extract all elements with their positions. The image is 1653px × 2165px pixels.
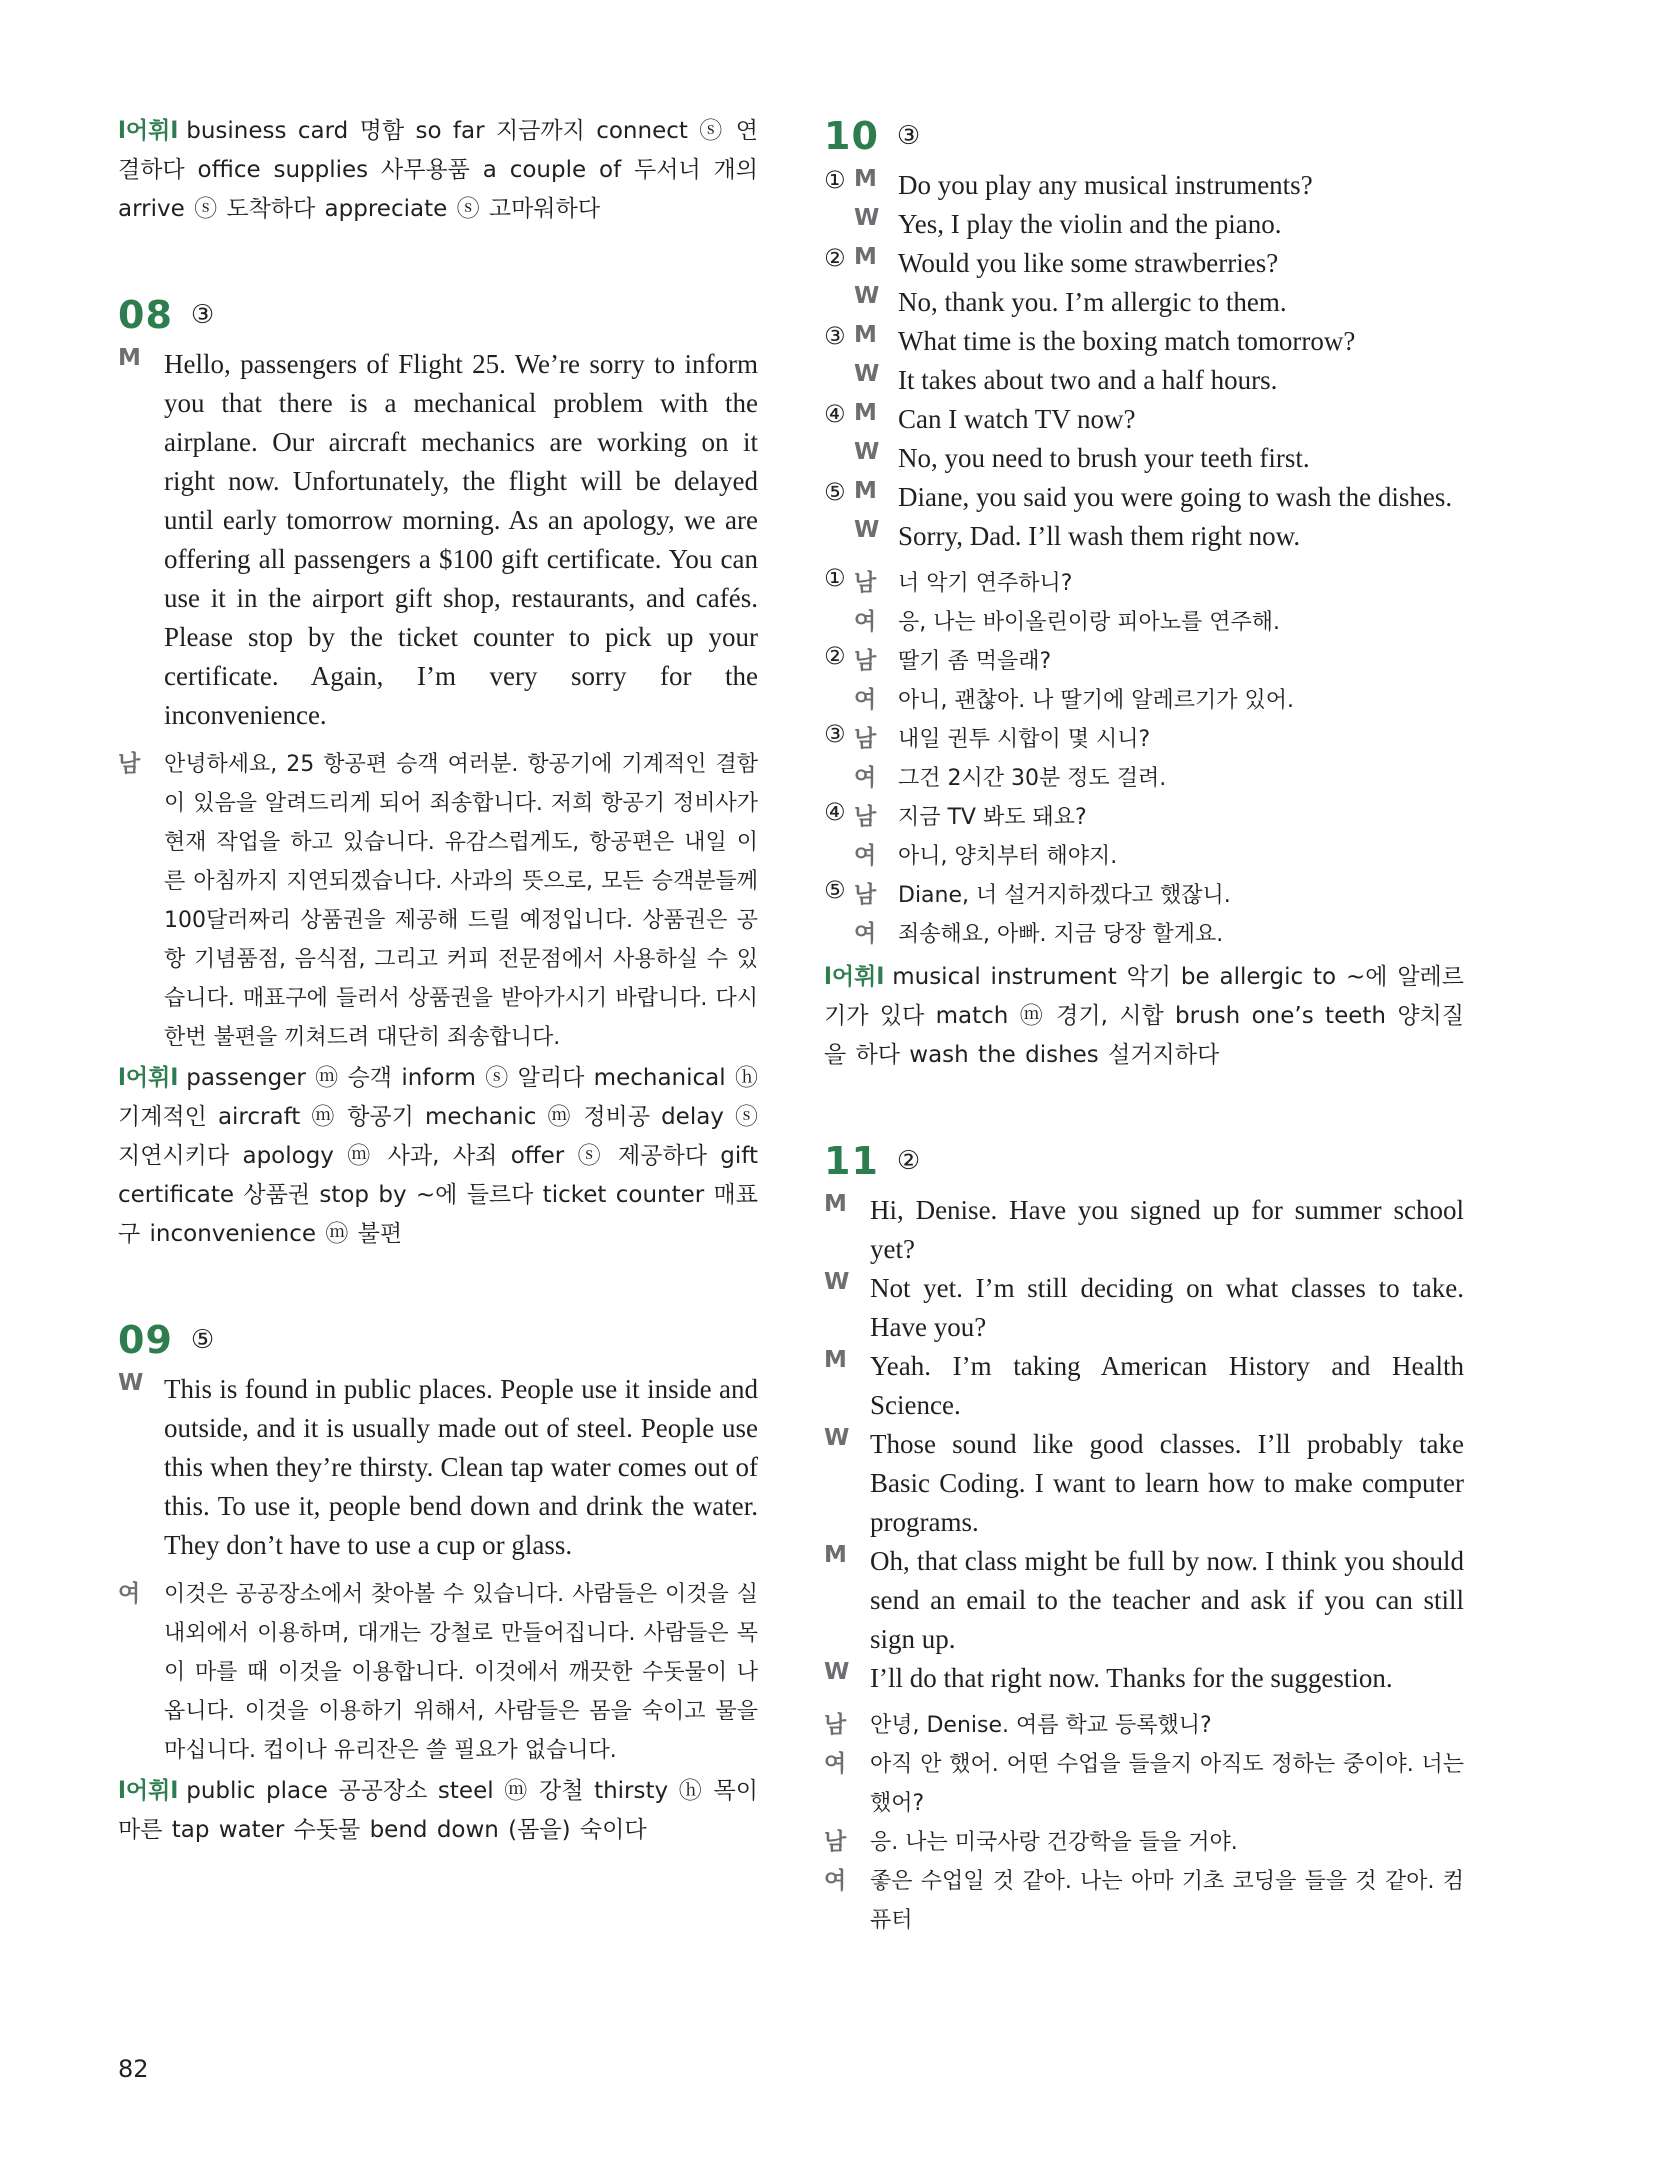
dialogue-line bbox=[824, 642, 1464, 681]
script-english bbox=[118, 345, 758, 735]
speaker-label: 여 bbox=[118, 1581, 141, 1607]
line-text: 안녕, Denise. 여름 학교 등록했니? bbox=[870, 1713, 1212, 1738]
speaker-label: M bbox=[854, 322, 877, 348]
dialogue-line bbox=[824, 681, 1464, 720]
dialogue-line bbox=[824, 1659, 1464, 1698]
speaker-label: M bbox=[854, 478, 877, 504]
speaker-label: W bbox=[824, 1269, 850, 1295]
speaker-label: 남 bbox=[854, 804, 877, 830]
dialogue-line bbox=[824, 1425, 1464, 1542]
speaker-label: W bbox=[854, 517, 880, 543]
dialogue-line bbox=[824, 400, 1464, 439]
dialogue-line bbox=[824, 478, 1464, 517]
question-08 bbox=[118, 293, 758, 1254]
line-text: Do you play any musical instruments? bbox=[898, 170, 1313, 200]
speaker-label: M bbox=[824, 1347, 847, 1373]
line-text: 아니, 양치부터 해야지. bbox=[898, 844, 1118, 869]
dialogue-line bbox=[824, 361, 1464, 400]
dialogue-line bbox=[824, 517, 1464, 556]
line-text: No, you need to brush your teeth first. bbox=[898, 443, 1310, 473]
question-number: 08 bbox=[118, 293, 173, 337]
speaker-label: M bbox=[854, 166, 877, 192]
script-text: This is found in public places. People use it inside and outside, and it is usually made out of steel. People use this when they’re thirsty. Clean tap water comes out of this. To use it, people bend down and drink the water. They don’t have to use a cup or glass. bbox=[164, 1374, 758, 1560]
dialogue-line bbox=[824, 1745, 1464, 1823]
dialogue-line bbox=[824, 1269, 1464, 1347]
dialogue-line bbox=[824, 837, 1464, 876]
speaker-label: 남 bbox=[854, 648, 877, 674]
dialogue-line bbox=[824, 798, 1464, 837]
dialogue-line bbox=[824, 1706, 1464, 1745]
speaker-label: 남 bbox=[824, 1829, 847, 1855]
line-text: 응, 나는 바이올린이랑 피아노를 연주해. bbox=[898, 610, 1280, 635]
question-number: 09 bbox=[118, 1318, 173, 1362]
speaker-label: M bbox=[854, 400, 877, 426]
speaker-label: W bbox=[854, 205, 880, 231]
vocab-tag: l어휘l bbox=[118, 118, 179, 144]
vocab-tag: l어휘l bbox=[824, 964, 885, 990]
question-09 bbox=[118, 1318, 758, 1850]
line-text: Yeah. I’m taking American History and Health Science. bbox=[870, 1351, 1464, 1420]
line-text: No, thank you. I’m allergic to them. bbox=[898, 287, 1287, 317]
speaker-label: M bbox=[824, 1191, 847, 1217]
vocab-text: musical instrument 악기 be allergic to ~에 알레르기가 있다 match ⓜ 경기, 시합 brush one’s teeth 양치질을 하다 wash the dishes 설거지하다 bbox=[824, 964, 1464, 1068]
option-number bbox=[824, 603, 854, 642]
dialogue-line bbox=[824, 759, 1464, 798]
option-number: ④ bbox=[824, 400, 846, 428]
dialogue-line bbox=[824, 322, 1464, 361]
vocab-block-07 bbox=[118, 112, 758, 229]
speaker-label: 남 bbox=[854, 882, 877, 908]
speaker-label: 여 bbox=[854, 921, 877, 947]
line-text: I’ll do that right now. Thanks for the suggestion. bbox=[870, 1663, 1393, 1693]
question-header bbox=[118, 1318, 758, 1362]
line-text: 지금 TV 봐도 돼요? bbox=[898, 805, 1087, 830]
speaker-label: M bbox=[854, 244, 877, 270]
dialogue-line bbox=[824, 439, 1464, 478]
script-english bbox=[118, 1370, 758, 1565]
option-number: ② bbox=[824, 642, 846, 670]
dialogue-line bbox=[824, 564, 1464, 603]
question-header bbox=[118, 293, 758, 337]
line-text: 내일 권투 시합이 몇 시니? bbox=[898, 727, 1151, 752]
line-text: 아직 안 했어. 어떤 수업을 들을지 아직도 정하는 중이야. 너는 했어? bbox=[870, 1752, 1464, 1816]
option-number bbox=[824, 205, 854, 244]
script-text: Hello, passengers of Flight 25. We’re sorry to inform you that there is a mechanical problem with the airplane. Our aircraft mechanics are working on it right now. Unfortunately, the flight will be delayed until early tomorrow morning. As an apology, we are offering all passengers a $100 gift certificate. You can use it in the airport gift shop, restaurants, and cafés. Please stop by the ticket counter to pick up your certificate. Again, I’m very sorry for the inconvenience. bbox=[164, 349, 758, 730]
vocab-block-08 bbox=[118, 1059, 758, 1254]
vocab-tag: l어휘l bbox=[118, 1778, 179, 1804]
line-text: What time is the boxing match tomorrow? bbox=[898, 326, 1356, 356]
dialogue-korean bbox=[824, 564, 1464, 954]
line-text: Not yet. I’m still deciding on what classes to take. Have you? bbox=[870, 1273, 1464, 1342]
option-number: ② bbox=[824, 244, 846, 272]
vocab-tag: l어휘l bbox=[118, 1065, 179, 1091]
line-text: 좋은 수업일 것 같아. 나는 아마 기초 코딩을 들을 것 같아. 컴퓨터 bbox=[870, 1869, 1464, 1933]
option-number: ① bbox=[824, 564, 846, 592]
line-text: Those sound like good classes. I’ll probably take Basic Coding. I want to learn how to make computer programs. bbox=[870, 1429, 1464, 1537]
answer-mark: ③ bbox=[190, 300, 215, 330]
speaker-label: W bbox=[824, 1425, 850, 1451]
answer-mark: ③ bbox=[896, 121, 921, 151]
dialogue-line bbox=[824, 876, 1464, 915]
option-number bbox=[824, 517, 854, 556]
option-number bbox=[824, 759, 854, 798]
dialogue-line bbox=[824, 720, 1464, 759]
option-number bbox=[824, 837, 854, 876]
dialogue-line bbox=[824, 283, 1464, 322]
dialogue-english bbox=[824, 1191, 1464, 1698]
option-number bbox=[824, 915, 854, 954]
line-text: Diane, you said you were going to wash the dishes. bbox=[898, 482, 1453, 512]
line-text: Hi, Denise. Have you signed up for summer school yet? bbox=[870, 1195, 1464, 1264]
speaker-label: 남 bbox=[854, 726, 877, 752]
speaker-label: 여 bbox=[854, 687, 877, 713]
dialogue-line bbox=[824, 244, 1464, 283]
speaker-label: 여 bbox=[824, 1868, 847, 1894]
left-column bbox=[118, 112, 758, 1850]
dialogue-line bbox=[824, 1347, 1464, 1425]
line-text: Would you like some strawberries? bbox=[898, 248, 1279, 278]
script-korean bbox=[118, 1575, 758, 1770]
translation-text: 이것은 공공장소에서 찾아볼 수 있습니다. 사람들은 이것을 실내외에서 이용하며, 대개는 강철로 만들어집니다. 사람들은 목이 마를 때 이것을 이용합니다. 이것에서 깨끗한 수돗물이 나옵니다. 이것을 이용하기 위해서, 사람들은 몸을 숙이고 물을 마십니다. 컵이나 유리잔은 쓸 필요가 없습니다. bbox=[164, 1582, 758, 1763]
option-number: ③ bbox=[824, 720, 846, 748]
question-header bbox=[824, 1139, 1464, 1183]
question-header bbox=[824, 114, 1464, 158]
line-text: Yes, I play the violin and the piano. bbox=[898, 209, 1282, 239]
speaker-label: 여 bbox=[854, 765, 877, 791]
right-column bbox=[824, 114, 1464, 1940]
option-number: ① bbox=[824, 166, 846, 194]
line-text: 너 악기 연주하니? bbox=[898, 571, 1073, 596]
option-number: ④ bbox=[824, 798, 846, 826]
question-11 bbox=[824, 1139, 1464, 1940]
answer-mark: ⑤ bbox=[190, 1325, 215, 1355]
answer-mark: ② bbox=[896, 1146, 921, 1176]
option-number: ③ bbox=[824, 322, 846, 350]
speaker-label: M bbox=[824, 1542, 847, 1568]
line-text: Can I watch TV now? bbox=[898, 404, 1136, 434]
dialogue-line bbox=[824, 166, 1464, 205]
line-text: 그건 2시간 30분 정도 걸려. bbox=[898, 766, 1167, 791]
dialogue-line bbox=[824, 603, 1464, 642]
line-text: Sorry, Dad. I’ll wash them right now. bbox=[898, 521, 1301, 551]
line-text: It takes about two and a half hours. bbox=[898, 365, 1278, 395]
line-text: Diane, 너 설거지하겠다고 했잖니. bbox=[898, 883, 1231, 908]
page-number: 82 bbox=[118, 2055, 149, 2083]
vocab-text: passenger ⓜ 승객 inform ⓢ 알리다 mechanical ⓗ 기계적인 aircraft ⓜ 항공기 mechanic ⓜ 정비공 delay ⓢ 지연시키다 apology ⓜ 사과, 사죄 offer ⓢ 제공하다 gift certificate 상품권 stop by ~에 들르다 ticket counter 매표구 inconvenience ⓜ 불편 bbox=[118, 1065, 759, 1247]
script-korean bbox=[118, 745, 758, 1057]
speaker-label: 남 bbox=[824, 1712, 847, 1738]
vocab-text: business card 명함 so far 지금까지 connect ⓢ 연결하다 office supplies 사무용품 a couple of 두서너 개의 arrive ⓢ 도착하다 appreciate ⓢ 고마워하다 bbox=[118, 118, 758, 222]
translation-text: 안녕하세요, 25 항공편 승객 여러분. 항공기에 기계적인 결함이 있음을 알려드리게 되어 죄송합니다. 저희 항공기 정비사가 현재 작업을 하고 있습니다. 유감스럽게도, 항공편은 내일 이른 아침까지 지연되겠습니다. 사과의 뜻으로, 모든 승객분들께 100달러짜리 상품권을 제공해 드릴 예정입니다. 상품권은 공항 기념품점, 음식점, 그리고 커피 전문점에서 사용하실 수 있습니다. 매표구에 들러서 상품권을 받아가시기 바랍니다. 다시 한번 불편을 끼쳐드려 대단히 죄송합니다. bbox=[164, 752, 758, 1050]
option-number bbox=[824, 283, 854, 322]
speaker-label: W bbox=[854, 439, 880, 465]
question-number: 11 bbox=[824, 1139, 879, 1183]
dialogue-line bbox=[824, 1191, 1464, 1269]
vocab-block-09 bbox=[118, 1772, 758, 1850]
speaker-label: W bbox=[824, 1659, 850, 1685]
dialogue-line bbox=[824, 1542, 1464, 1659]
dialogue-line bbox=[824, 915, 1464, 954]
speaker-label: 여 bbox=[854, 609, 877, 635]
speaker-label: W bbox=[854, 361, 880, 387]
option-number bbox=[824, 439, 854, 478]
vocab-text: public place 공공장소 steel ⓜ 강철 thirsty ⓗ 목이 마른 tap water 수돗물 bend down (몸을) 숙이다 bbox=[118, 1778, 758, 1843]
option-number: ⑤ bbox=[824, 478, 846, 506]
line-text: 죄송해요, 아빠. 지금 당장 할게요. bbox=[898, 922, 1224, 947]
question-10 bbox=[824, 114, 1464, 1075]
speaker-label: M bbox=[118, 345, 141, 371]
speaker-label: W bbox=[854, 283, 880, 309]
dialogue-line bbox=[824, 1823, 1464, 1862]
line-text: 응. 나는 미국사랑 건강학을 들을 거야. bbox=[870, 1830, 1238, 1855]
speaker-label: 여 bbox=[824, 1751, 847, 1777]
line-text: Oh, that class might be full by now. I think you should send an email to the teacher and ask if you can still sign up. bbox=[870, 1546, 1464, 1654]
option-number bbox=[824, 361, 854, 400]
line-text: 아니, 괜찮아. 나 딸기에 알레르기가 있어. bbox=[898, 688, 1294, 713]
dialogue-line bbox=[824, 1862, 1464, 1940]
speaker-label: 여 bbox=[854, 843, 877, 869]
question-number: 10 bbox=[824, 114, 879, 158]
option-number: ⑤ bbox=[824, 876, 846, 904]
dialogue-line bbox=[824, 205, 1464, 244]
dialogue-english bbox=[824, 166, 1464, 556]
vocab-block-10 bbox=[824, 958, 1464, 1075]
speaker-label: 남 bbox=[118, 751, 141, 777]
option-number bbox=[824, 681, 854, 720]
speaker-label: 남 bbox=[854, 570, 877, 596]
speaker-label: W bbox=[118, 1370, 144, 1396]
dialogue-korean bbox=[824, 1706, 1464, 1940]
line-text: 딸기 좀 먹을래? bbox=[898, 649, 1052, 674]
